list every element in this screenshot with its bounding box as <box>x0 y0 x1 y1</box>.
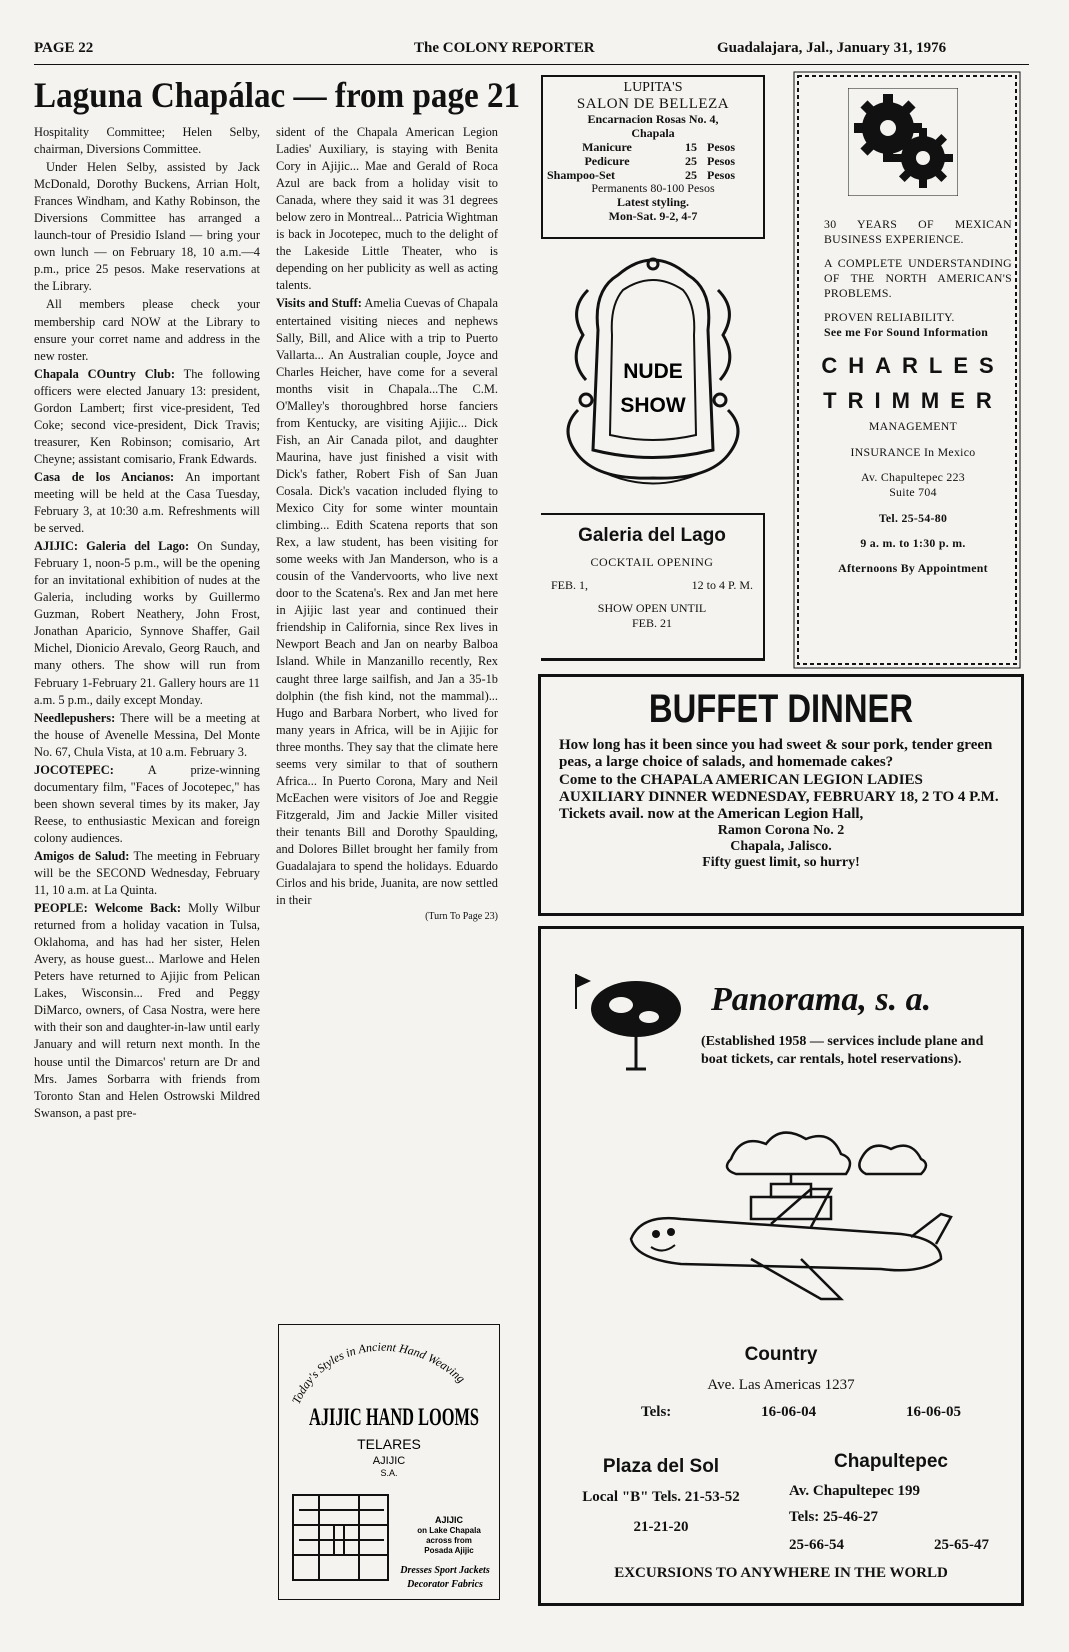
item-lead: AJIJIC: Galeria del Lago: <box>34 539 190 554</box>
dateline: Guadalajara, Jal., January 31, 1976 <box>717 40 947 56</box>
charles-trimmer-ad <box>814 217 1012 577</box>
plaza-tel: 21-21-20 <box>633 1519 689 1535</box>
trimmer-name-last: TRIMMER <box>823 387 1003 413</box>
globe-flag-icon <box>561 969 711 1079</box>
salon-hours: Mon-Sat. 9-2, 4-7 <box>608 208 698 223</box>
article-paragraph: Under Helen Selby, assisted by Jack McDonald, Dorothy Buckens, Arrian Holt, Frances Windham, and Kathy Robinson, the Diversions Committee has arranged a launch-tour of Presidio Island — bring your own lunch — on February 18, 10 a.m.—4 p.m., price 25 pesos. Make reservations at the Library. <box>34 160 260 294</box>
article-paragraph: All members please check your membership card NOW at the Library to ensure your corret name and address in the new roster. <box>34 297 260 363</box>
item-lead: Chapala COuntry Club: <box>34 366 176 381</box>
item-lead: Visits and Stuff: <box>276 296 362 311</box>
excursions-footer: EXCURSIONS TO ANYWHERE IN THE WORLD <box>614 1565 948 1581</box>
panorama-tagline: (Established 1958 — services include plane and boat tickets, car rentals, hotel reservations). <box>701 1034 984 1068</box>
service-row: Manicure 15 Pesos <box>582 139 735 154</box>
item-text: On Sunday, February 1, noon-5 p.m., will be the opening for an invitational exhibition of nudes at the Galeria, including works by Guillermo Guzman, Robert Neathery, John Frost, Jonathan Aparicio, Synnove Shaffer, Gail Michel, Dionicio Arevalo, Georg Rauch, and many others. The show will run from February 1-February 21. Gallery hours are 11 a.m. 5 p.m., daily except Monday. <box>34 539 260 707</box>
article-item <box>34 762 260 847</box>
hand-looms-brand: AJIJIC HAND LOOMS <box>309 1404 479 1431</box>
chapultepec-tel: 25-66-54 <box>789 1537 844 1553</box>
article-paragraph: Hospitality Committee; Helen Selby, chairman, Diversions Committee. <box>34 125 260 157</box>
item-text: The following officers were elected January 13: president, Gordon Lambert; first vice-president, Ted Coke; second vice-president, Dick Travis; treasurer, Ken Robinson; comisario, Art Cheyne; assistant comisario, Frank Edwards. <box>34 366 260 466</box>
galeria-show: SHOW OPEN UNTIL <box>597 601 707 615</box>
article-headline: Laguna Chapálac — from page 21 <box>34 75 521 115</box>
page-number: PAGE 22 <box>34 40 94 56</box>
buffet-title: BUFFET DINNER <box>648 687 914 731</box>
location-line: AJIJIC <box>434 1515 464 1525</box>
panorama-travel-ad <box>538 926 1024 1606</box>
chapultepec-tel: 25-65-47 <box>934 1537 989 1553</box>
country-branch: Country <box>744 1344 818 1365</box>
salon-city: Chapala <box>631 126 675 141</box>
buffet-limit: Fifty guest limit, so hurry! <box>702 855 860 871</box>
location-line: across from <box>426 1536 472 1545</box>
hand-looms-artwork <box>279 1325 498 1597</box>
galeria-date: FEB. 1, <box>551 578 589 592</box>
item-lead: JOCOTEPEC: <box>34 762 114 777</box>
plaza-local: Local "B" Tels. 21-53-52 <box>582 1489 740 1505</box>
item-lead: Amigos de Salud: <box>34 848 130 863</box>
smiling-airplane-icon <box>621 1119 961 1309</box>
loom-icon <box>293 1495 388 1580</box>
trimmer-hours: 9 a. m. to 1:30 p. m. <box>860 536 966 551</box>
galeria-show-end: FEB. 21 <box>631 616 672 630</box>
item-lead: Casa de los Ancianos: <box>34 469 175 484</box>
nude-show-ornament <box>548 250 758 500</box>
goods-line: Dresses Sport Jackets <box>400 1565 490 1576</box>
location-line: Posada Ajijic <box>424 1546 474 1555</box>
trimmer-address: Av. Chapultepec 223 <box>861 470 965 485</box>
newspaper-name: The COLONY REPORTER <box>414 40 595 56</box>
chapultepec-tel-row <box>789 1537 989 1554</box>
tels-label: Tels: <box>641 1404 672 1420</box>
buffet-city: Chapala, Jalisco. <box>730 839 832 855</box>
article-paragraph: sident of the Chapala American Legion Ladies' Auxiliary, is staying with Benita Cory in Ajijic... Mae and Gerald of Roca Azul are back from a holiday visit to Canada, where they said it was 31 degrees below zero in Montreal... Patricia Wightman is back in Jocotepec, much to the delight of the Lakeside Little Theater, who is depending on her publicity as well as acting talents. <box>276 125 498 293</box>
trimmer-insurance: INSURANCE In Mexico <box>850 444 976 459</box>
trimmer-info: See me For Sound Information <box>824 324 989 339</box>
buffet-body: How long has it been since you had sweet & sour pork, tender green peas, a large choice of salads, and homemade cakes? <box>559 737 993 771</box>
ornate-frame-icon <box>548 250 758 500</box>
salon-permanents: Permanents 80-100 Pesos <box>591 181 715 196</box>
panorama-logo: Panorama, s. a. <box>711 981 932 1018</box>
chapultepec-tels: Tels: 25-46-27 <box>789 1509 879 1525</box>
telares-label: TELARES <box>357 1436 421 1452</box>
salon-address: Encarnacion Rosas No. 4, <box>587 112 719 127</box>
article-column-2 <box>276 124 498 925</box>
galeria-ad <box>541 513 765 661</box>
trimmer-suite: Suite 704 <box>889 485 937 500</box>
item-lead: PEOPLE: Welcome Back: <box>34 901 181 916</box>
service-row: Pedicure 25 Pesos <box>584 153 735 168</box>
trimmer-point: PROVEN RELIABILITY. <box>824 309 955 324</box>
galeria-date-row <box>541 578 763 593</box>
hand-looms-ad <box>278 1324 500 1600</box>
galeria-name: Galeria del Lago <box>578 525 726 546</box>
goods-line: Decorator Fabrics <box>407 1579 483 1590</box>
gears-logo <box>848 88 958 196</box>
item-text: The meeting in February will be the SECOND Wednesday, February 11, 10 a.m. at La Quinta. <box>34 848 260 898</box>
chapultepec-address: Av. Chapultepec 199 <box>789 1483 920 1499</box>
salon-subtitle: SALON DE BELLEZA <box>576 96 730 113</box>
trimmer-tel: Tel. 25-54-80 <box>878 510 948 525</box>
article-item <box>34 900 260 1122</box>
show-label: SHOW <box>620 394 686 417</box>
chapultepec-branch: Chapultepec <box>833 1451 949 1472</box>
galeria-event: COCKTAIL OPENING <box>590 555 714 569</box>
gears-icon <box>848 88 958 196</box>
article-item <box>34 710 260 761</box>
item-lead: Needlepushers: <box>34 710 116 725</box>
item-text: Amelia Cuevas of Chapala entertained visiting nieces and nephews Sally, Bill, and Alice with a trip to Puerto Vallarta... An Australian couple, Joyce and Charles Heicher, have come for a several months visit in Chapala...The C.M. O'Malley's thoroughbred horse fanciers from Kentucky, are visiting Ajijic... Dick Fish, an Air Canada pilot, and daughter Maurina, have just finished a visit with Dick's father, Robert Fish of San Juan Cosala. Dick's vacation included flying to Mexico City for some winter mountain climbing... Edith Scatena reports that son Rex, a law student, has been visiting for some weeks with Jan Manderson, who is a cousin of the Vandervoorts, who live next door to the Scatena's. Rex and Jan met here in Ajijic last year and continued their friendship in California, since Rex lives in Newport Beach and Jan on nearby Balboa Island. While in Manzanillo recently, Rex caught three large sailfish, and Jan a 35-1b dolphin (the fish kind, not the mammal)... Hugo and Barbara Norbert, who lived for many years in Africa, will be in Ajijic for three months. They say that the climate here seems very similar to that of southern Africa... In Puerto Corona, Mary and Neil McEachen were visitors of Joe and Reggie Fitzgerald, Jim and Jackie Miller visited their tenants Bill and Dorothy Spaulding, and Dolores Billet brought her family from Guadalajara to spend the holidays. Eduardo Cirlos and his bride, Juanita, are now settled in their <box>276 296 498 908</box>
lupitas-salon-ad <box>541 75 765 239</box>
salon-title: LUPITA'S <box>623 80 683 95</box>
article-item <box>34 469 260 537</box>
buffet-dinner-ad <box>538 674 1024 916</box>
article-item <box>34 538 260 708</box>
article-item <box>276 295 498 909</box>
trimmer-appt: Afternoons By Appointment <box>838 561 988 576</box>
plaza-branch: Plaza del Sol <box>602 1456 720 1477</box>
buffet-body-2: Come to the CHAPALA AMERICAN LEGION LADIES AUXILIARY DINNER WEDNESDAY, FEBRUARY 18, 2 TO 4 P.M. Tickets avail. now at the American Legion Hall, <box>559 771 999 822</box>
telares-sa: S.A. <box>380 1468 398 1478</box>
country-address: Ave. Las Americas 1237 <box>707 1377 855 1393</box>
continuation-line: (Turn To Page 23) <box>425 911 498 923</box>
trimmer-point: A COMPLETE UNDERSTANDING OF THE NORTH AMERICAN'S PROBLEMS. <box>824 255 1012 301</box>
trimmer-name-first: CHARLES <box>821 353 1005 379</box>
item-text: Molly Wilbur returned from a holiday vacation in Tulsa, Oklahoma, and has had her sister, Helen Avery, as house guest... Marlowe and Helen Peters have returned to Ajijic from Pelican Lakes, Wisconsin... Fred and Peggy DiMarco, owners, of Casa Nostra, were here with their son and daughter-in-law until early January and will return next month. In the house until the Dimarcos' return are Dr and Mrs. James Sorbarra with friends from Toronto Stan and Helen Ostrowski Mildred Swanson, a past pre- <box>34 901 260 1120</box>
salon-styling: Latest styling. <box>617 195 689 210</box>
trimmer-mgmt: MANAGEMENT <box>868 419 958 434</box>
article-column-1 <box>34 124 260 1123</box>
telares-ajijic: AJIJIC <box>372 1455 406 1467</box>
service-row: Shampoo-Set 25 Pesos <box>547 167 735 182</box>
country-tel: 16-06-05 <box>905 1404 961 1420</box>
galeria-time: 12 to 4 P. M. <box>691 578 753 592</box>
item-text: There will be a meeting at the house of Avenelle Messina, Del Monte No. 67, Chula Vista, at 10 a.m. February 3. <box>34 710 260 759</box>
nude-label: NUDE <box>623 360 683 383</box>
trimmer-point: 30 YEARS OF MEXICAN BUSINESS EXPERIENCE. <box>824 217 1012 247</box>
article-item <box>34 848 260 899</box>
page-header <box>34 36 1029 62</box>
country-tel: 16-06-04 <box>761 1404 817 1420</box>
arc-slogan: Today's Styles in Ancient Hand Weaving <box>288 1339 468 1407</box>
buffet-address: Ramon Corona No. 2 <box>717 823 845 839</box>
item-text: A prize-winning documentary film, "Faces of Jocotepec," has been shown several times by its maker, Jay Reese, to enthusiastic Mexican and foreign colony audiences. <box>34 762 260 845</box>
header-rule <box>34 64 1029 65</box>
country-tels <box>641 1404 961 1421</box>
item-text: An important meeting will be held at the Casa Tuesday, February 3, at 10:30 a.m. Refreshments will be served. <box>34 469 260 536</box>
location-line: on Lake Chapala <box>417 1526 481 1535</box>
article-item <box>34 366 260 468</box>
